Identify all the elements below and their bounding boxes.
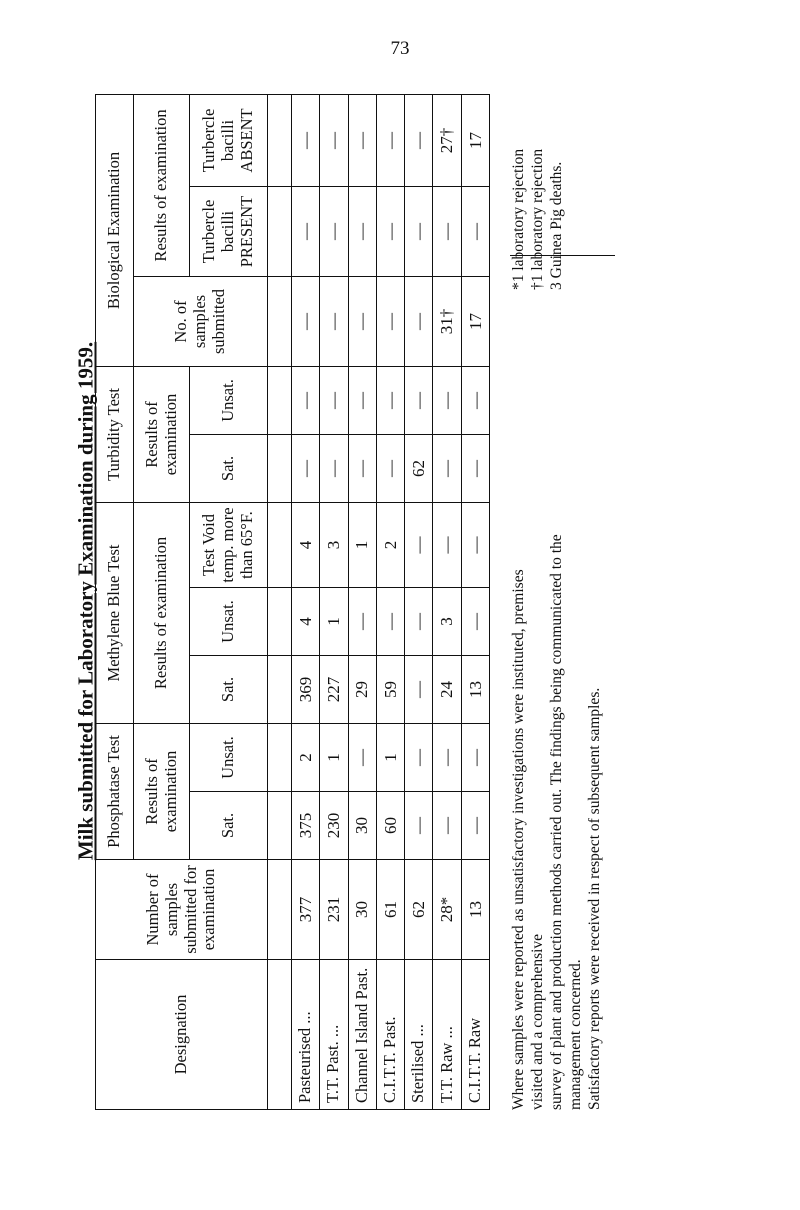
spacer-cell [268, 860, 292, 960]
tb-absent-cell: — [405, 94, 433, 186]
turb-sat-header: Sat. [190, 434, 268, 502]
mb-unsat-header: Unsat. [190, 588, 268, 656]
mb-unsat-cell: — [405, 588, 433, 656]
number-submitted-header: Number of samples submitted for examination [96, 860, 268, 960]
phos-unsat-cell: — [405, 724, 433, 792]
table-row [376, 94, 404, 1109]
tb-absent-cell: 17 [461, 94, 489, 186]
mb-unsat-cell: 1 [320, 588, 348, 656]
spacer-cell [268, 186, 292, 276]
designation-header: Designation [96, 960, 268, 1110]
tb-present-cell: — [376, 186, 404, 276]
footnotes [510, 90, 630, 290]
bio-submitted-cell: — [320, 276, 348, 366]
mb-sat-cell: 13 [461, 656, 489, 724]
designation-cell: C.I.T.T. Past. [376, 960, 404, 1110]
spacer-cell [268, 502, 292, 587]
spacer-cell [268, 656, 292, 724]
tb-absent-cell: — [376, 94, 404, 186]
note-line: Satisfactory reports were received in respect of subsequent samples. [585, 687, 603, 1110]
tb-present-cell: — [433, 186, 461, 276]
table-row [433, 94, 461, 1109]
phos-sat-cell: 60 [376, 792, 404, 860]
table-row [348, 94, 376, 1109]
bio-submitted-cell: 31† [433, 276, 461, 366]
footnote: *1 laboratory rejection [510, 148, 527, 290]
turb-unsat-cell: — [461, 366, 489, 434]
footnote: 3 Guinea Pig deaths. [547, 161, 565, 290]
bio-submitted-cell: — [348, 276, 376, 366]
tb-present-cell: — [461, 186, 489, 276]
phos-sat-header: Sat. [190, 792, 268, 860]
mb-sat-cell: 29 [348, 656, 376, 724]
turbidity-header: Turbidity Test [96, 366, 134, 502]
total-cell: 61 [376, 860, 404, 960]
phos-unsat-cell: 1 [320, 724, 348, 792]
spacer-cell [268, 276, 292, 366]
total-cell: 13 [461, 860, 489, 960]
spacer-cell [268, 792, 292, 860]
total-cell: 30 [348, 860, 376, 960]
footnote: †1 laboratory rejection [528, 148, 546, 290]
milk-examination-table [95, 94, 490, 1110]
spacer-cell [268, 724, 292, 792]
mb-sat-cell: 369 [292, 656, 320, 724]
bio-submitted-cell: 17 [461, 276, 489, 366]
turb-sat-cell: — [461, 434, 489, 502]
phos-unsat-cell: — [433, 724, 461, 792]
spacer-cell [268, 94, 292, 186]
biological-header: Biological Examination [96, 94, 134, 366]
methylene-blue-header: Methylene Blue Test [96, 502, 134, 723]
bio-no-samples-header: No. of samples submitted [134, 276, 268, 366]
turb-sat-cell: 62 [405, 434, 433, 502]
note-line: Where samples were reported as unsatisfactory investigations were instituted, premises visited and a comprehensive [510, 569, 546, 1110]
table-row [405, 94, 433, 1109]
phosphatase-header: Phosphatase Test [96, 724, 134, 860]
note-line: survey of plant and production methods carried out. The findings being communicated to the management concerned. [547, 534, 584, 1110]
total-cell: 231 [320, 860, 348, 960]
phos-sat-cell: 30 [348, 792, 376, 860]
phos-sat-cell: 230 [320, 792, 348, 860]
mb-void-cell: 1 [348, 502, 376, 587]
turb-unsat-cell: — [405, 366, 433, 434]
designation-cell: T.T. Past. ... [320, 960, 348, 1110]
methylene-results-header: Results of examination [134, 502, 190, 723]
tb-absent-cell: — [292, 94, 320, 186]
tb-absent-header: Turbercle bacilli ABSENT [190, 94, 268, 186]
spacer-cell [268, 434, 292, 502]
phos-unsat-cell: 1 [376, 724, 404, 792]
mb-unsat-cell: 3 [433, 588, 461, 656]
mb-sat-cell: 24 [433, 656, 461, 724]
designation-cell: T.T. Raw ... [433, 960, 461, 1110]
turb-sat-cell: — [348, 434, 376, 502]
bio-submitted-cell: — [405, 276, 433, 366]
spacer-cell [268, 960, 292, 1110]
mb-sat-cell: 227 [320, 656, 348, 724]
bio-submitted-cell: — [292, 276, 320, 366]
designation-cell: Pasteurised ... [292, 960, 320, 1110]
tb-present-cell: — [292, 186, 320, 276]
total-cell: 62 [405, 860, 433, 960]
bio-submitted-cell: — [376, 276, 404, 366]
phos-sat-cell: — [433, 792, 461, 860]
turb-unsat-header: Unsat. [190, 366, 268, 434]
tb-present-cell: — [348, 186, 376, 276]
turb-unsat-cell: — [376, 366, 404, 434]
tb-present-cell: — [320, 186, 348, 276]
table-row [292, 94, 320, 1109]
spacer-cell [268, 588, 292, 656]
phos-unsat-cell: 2 [292, 724, 320, 792]
turb-sat-cell: — [433, 434, 461, 502]
designation-cell: C.I.T.T. Raw [461, 960, 489, 1110]
mb-void-cell: — [433, 502, 461, 587]
phos-sat-cell: 375 [292, 792, 320, 860]
page-title: Milk submitted for Laboratory Examination during 1959. [73, 341, 98, 861]
table-row [320, 94, 348, 1109]
mb-unsat-cell: — [348, 588, 376, 656]
mb-void-cell: 2 [376, 502, 404, 587]
turb-sat-cell: — [376, 434, 404, 502]
phos-sat-cell: — [461, 792, 489, 860]
table-row [461, 94, 489, 1109]
phos-sat-cell: — [405, 792, 433, 860]
page-number: 73 [390, 38, 410, 59]
spacer-cell [268, 366, 292, 434]
designation-cell: Channel Island Past. [348, 960, 376, 1110]
mb-unsat-cell: — [376, 588, 404, 656]
mb-unsat-cell: — [461, 588, 489, 656]
tb-absent-cell: 27† [433, 94, 461, 186]
mb-void-cell: 3 [320, 502, 348, 587]
mb-void-cell: 4 [292, 502, 320, 587]
phos-unsat-header: Unsat. [190, 724, 268, 792]
turb-unsat-cell: — [292, 366, 320, 434]
total-cell: 377 [292, 860, 320, 960]
designation-cell: Sterilised ... [405, 960, 433, 1110]
phos-unsat-cell: — [461, 724, 489, 792]
bio-results-header: Results of examination [134, 94, 190, 276]
mb-unsat-cell: 4 [292, 588, 320, 656]
total-cell: 28* [433, 860, 461, 960]
phos-unsat-cell: — [348, 724, 376, 792]
turbidity-results-header: Results of examination [134, 366, 190, 502]
mb-sat-cell: 59 [376, 656, 404, 724]
tb-absent-cell: — [320, 94, 348, 186]
turb-sat-cell: — [292, 434, 320, 502]
turb-sat-cell: — [320, 434, 348, 502]
milk-table-container [95, 95, 490, 1110]
mb-sat-cell: — [405, 656, 433, 724]
mb-sat-header: Sat. [190, 656, 268, 724]
mb-void-cell: — [461, 502, 489, 587]
phosphatase-results-header: Results of examination [134, 724, 190, 860]
tb-present-header: Turbercle bacilli PRESENT [190, 186, 268, 276]
mb-void-cell: — [405, 502, 433, 587]
turb-unsat-cell: — [433, 366, 461, 434]
mb-void-header: Test Void temp. more than 65°F. [190, 502, 268, 587]
tb-present-cell: — [405, 186, 433, 276]
turb-unsat-cell: — [348, 366, 376, 434]
tb-absent-cell: — [348, 94, 376, 186]
turb-unsat-cell: — [320, 366, 348, 434]
explanatory-note [510, 530, 630, 1110]
